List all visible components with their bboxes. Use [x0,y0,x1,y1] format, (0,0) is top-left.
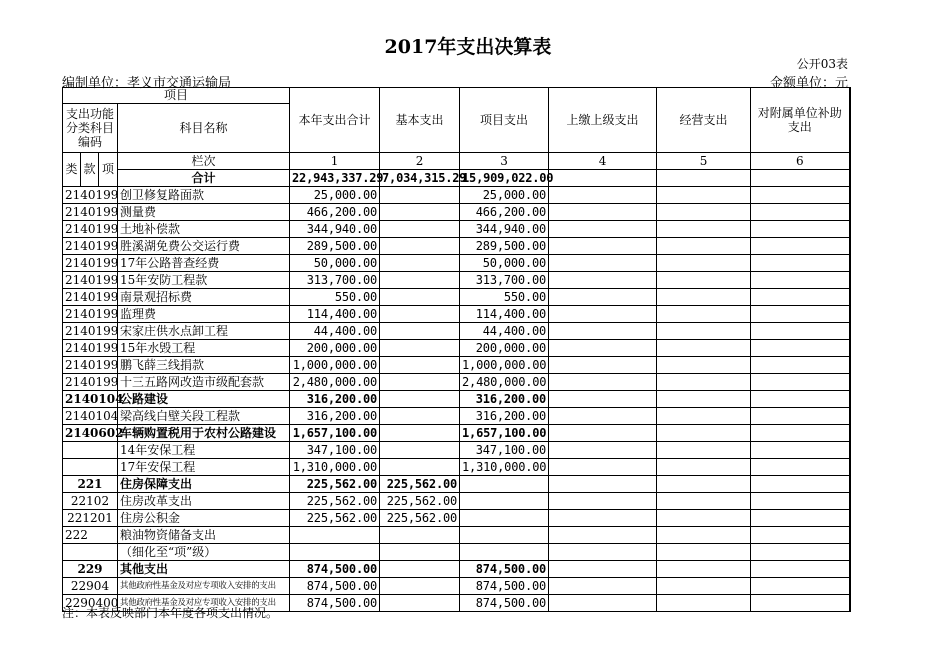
row-total: 25,000.00 [290,187,380,204]
col-num-5: 5 [657,153,751,170]
table-row [63,493,850,510]
col-num-1: 1 [290,153,380,170]
row-code [63,544,118,561]
row-upper [549,374,657,391]
header-func-code: 支出功能分类科目编码 [63,104,118,153]
row-code: 222 [63,527,118,544]
row-subject-name: 住房公积金 [118,510,290,527]
table-row [63,391,850,408]
row-subject-name: 15年水毁工程 [118,340,290,357]
row-basic: 225,562.00 [380,510,460,527]
row-basic [380,187,460,204]
row-project: 550.00 [460,289,549,306]
row-upper [549,340,657,357]
row-basic [380,527,460,544]
row-basic [380,238,460,255]
row-project [460,476,549,493]
row-subsidy [751,340,850,357]
row-total: 466,200.00 [290,204,380,221]
row-operation [657,442,751,459]
row-project: 874,500.00 [460,578,549,595]
row-basic [380,391,460,408]
row-code [63,459,118,476]
unit-label: 金额单位：元 [769,76,848,91]
header-row-lanci [63,153,850,170]
row-basic [380,255,460,272]
row-project [460,493,549,510]
row-operation [657,544,751,561]
row-total: 225,562.00 [290,510,380,527]
row-basic [380,561,460,578]
footnote: 注：本表反映部门本年度各项支出情况。 [62,606,279,620]
row-upper [549,578,657,595]
table-row [63,442,850,459]
row-basic: 225,562.00 [380,493,460,510]
row-basic [380,340,460,357]
table-row [63,204,850,221]
total-upper [549,170,657,187]
row-code: 2140199 [63,323,118,340]
row-operation [657,476,751,493]
row-operation [657,221,751,238]
row-subsidy [751,391,850,408]
row-subject-name: 粮油物资储备支出 [118,527,290,544]
row-operation [657,595,751,612]
row-total: 200,000.00 [290,340,380,357]
row-subject-name: 车辆购置税用于农村公路建设 [118,425,290,442]
table-row [63,476,850,493]
header-lanci: 栏次 [118,153,290,170]
row-subject-name: 住房改革支出 [118,493,290,510]
row-subsidy [751,578,850,595]
row-code: 22102 [63,493,118,510]
table-row [63,289,850,306]
row-operation [657,306,751,323]
header-total: 本年支出合计 [290,88,380,153]
row-code: 2290400 [63,595,118,612]
table-row [63,408,850,425]
row-basic [380,544,460,561]
row-upper [549,408,657,425]
row-total: 316,200.00 [290,391,380,408]
row-basic [380,204,460,221]
row-subsidy [751,527,850,544]
row-project: 874,500.00 [460,595,549,612]
row-code: 2140199 [63,306,118,323]
table-row [63,187,850,204]
row-project: 874,500.00 [460,561,549,578]
col-num-2: 2 [380,153,460,170]
row-basic [380,306,460,323]
row-project: 1,657,100.00 [460,425,549,442]
row-subsidy [751,255,850,272]
row-subject-name: 测量费 [118,204,290,221]
row-code: 2140199 [63,255,118,272]
row-subsidy [751,323,850,340]
table-row [63,578,850,595]
header-project: 项目 [63,88,290,104]
table-row [63,255,850,272]
header-xiang: 项 [99,153,118,187]
row-operation [657,408,751,425]
row-upper [549,442,657,459]
row-upper [549,510,657,527]
row-project: 2,480,000.00 [460,374,549,391]
col-num-6: 6 [751,153,850,170]
row-basic [380,357,460,374]
row-subject-name: 15年安防工程款 [118,272,290,289]
row-total [290,527,380,544]
row-upper [549,595,657,612]
col-num-4: 4 [549,153,657,170]
total-row [63,170,850,187]
header-basic: 基本支出 [380,88,460,153]
table-row [63,357,850,374]
row-code: 229 [63,561,118,578]
row-operation [657,425,751,442]
row-project: 1,000,000.00 [460,357,549,374]
row-code: 2140104 [63,391,118,408]
row-basic: 225,562.00 [380,476,460,493]
row-project: 200,000.00 [460,340,549,357]
row-basic [380,442,460,459]
row-operation [657,391,751,408]
row-subsidy [751,221,850,238]
table-row [63,306,850,323]
row-total: 1,310,000.00 [290,459,380,476]
row-subject-name: 住房保障支出 [118,476,290,493]
row-total: 874,500.00 [290,561,380,578]
total-basic: 7,034,315.29 [380,170,460,187]
row-basic [380,323,460,340]
table-row [63,561,850,578]
row-subsidy [751,510,850,527]
row-subject-name: 鹏飞薛三线捐款 [118,357,290,374]
row-total: 50,000.00 [290,255,380,272]
row-total: 313,700.00 [290,272,380,289]
table-row [63,272,850,289]
row-total: 344,940.00 [290,221,380,238]
row-subject-name: 14年安保工程 [118,442,290,459]
row-upper [549,306,657,323]
form-tag: 公开03表 [796,57,848,71]
row-upper [549,272,657,289]
row-subject-name: 南景观招标费 [118,289,290,306]
row-code: 2140199 [63,374,118,391]
row-subsidy [751,306,850,323]
row-total: 225,562.00 [290,476,380,493]
row-upper [549,425,657,442]
row-operation [657,340,751,357]
row-subject-name: 其他政府性基金及对应专项收入安排的支出 [118,578,290,595]
row-subject-name: 17年公路普查经费 [118,255,290,272]
row-subsidy [751,238,850,255]
row-code [63,442,118,459]
row-project [460,527,549,544]
row-operation [657,578,751,595]
table-row [63,323,850,340]
header-row-project [63,88,850,104]
header-lei: 类 [63,153,81,187]
row-subsidy [751,561,850,578]
row-total: 225,562.00 [290,493,380,510]
row-operation [657,374,751,391]
row-project [460,544,549,561]
total-sum: 22,943,337.29 [290,170,380,187]
row-code: 2140199 [63,221,118,238]
row-project: 114,400.00 [460,306,549,323]
row-subsidy [751,544,850,561]
row-code: 2140199 [63,187,118,204]
row-total: 316,200.00 [290,408,380,425]
row-subsidy [751,187,850,204]
row-operation [657,510,751,527]
row-upper [549,289,657,306]
row-subject-name: 监理费 [118,306,290,323]
row-upper [549,561,657,578]
row-basic [380,595,460,612]
row-subject-name: 创卫修复路面款 [118,187,290,204]
row-subsidy [751,289,850,306]
row-project [460,510,549,527]
row-upper [549,255,657,272]
header-subject-name: 科目名称 [118,104,290,153]
total-operation [657,170,751,187]
row-subject-name: 宋家庄供水点卸工程 [118,323,290,340]
row-code: 2140199 [63,238,118,255]
row-upper [549,544,657,561]
row-basic [380,289,460,306]
row-upper [549,476,657,493]
row-code: 221 [63,476,118,493]
row-operation [657,323,751,340]
row-subsidy [751,272,850,289]
row-project: 44,400.00 [460,323,549,340]
row-operation [657,493,751,510]
row-basic [380,272,460,289]
row-upper [549,204,657,221]
header-upper: 上缴上级支出 [549,88,657,153]
row-upper [549,187,657,204]
row-subsidy [751,204,850,221]
row-project: 1,310,000.00 [460,459,549,476]
row-subsidy [751,408,850,425]
row-subsidy [751,595,850,612]
row-code: 2140602 [63,425,118,442]
row-code: 2140199 [63,340,118,357]
row-subsidy [751,425,850,442]
row-subject-name: 公路建设 [118,391,290,408]
row-project: 466,200.00 [460,204,549,221]
row-operation [657,204,751,221]
row-total: 44,400.00 [290,323,380,340]
table-row [63,527,850,544]
header-subsidy: 对附属单位补助支出 [751,88,850,153]
table-row [63,238,850,255]
row-project: 25,000.00 [460,187,549,204]
row-code: 2140199 [63,204,118,221]
row-upper [549,527,657,544]
table-row [63,510,850,527]
report-title: 2017年支出决算表 [384,36,552,58]
row-upper [549,221,657,238]
row-total: 114,400.00 [290,306,380,323]
row-upper [549,493,657,510]
row-basic [380,578,460,595]
row-operation [657,255,751,272]
row-total: 347,100.00 [290,442,380,459]
row-total: 874,500.00 [290,578,380,595]
row-operation [657,459,751,476]
table-row [63,221,850,238]
row-code: 2140199 [63,357,118,374]
table-row [63,374,850,391]
row-basic [380,459,460,476]
row-basic [380,408,460,425]
total-subsidy [751,170,850,187]
row-project: 50,000.00 [460,255,549,272]
row-operation [657,561,751,578]
row-total: 2,480,000.00 [290,374,380,391]
header-project-exp: 项目支出 [460,88,549,153]
row-subsidy [751,476,850,493]
row-project: 316,200.00 [460,408,549,425]
row-upper [549,238,657,255]
row-subject-name: 胜溪湖免费公交运行费 [118,238,290,255]
row-code: 2140199 [63,272,118,289]
row-operation [657,289,751,306]
row-subject-name: 土地补偿款 [118,221,290,238]
row-total: 1,657,100.00 [290,425,380,442]
row-subject-name: 17年安保工程 [118,459,290,476]
row-project: 347,100.00 [460,442,549,459]
total-project: 15,909,022.00 [460,170,549,187]
row-upper [549,323,657,340]
row-subsidy [751,442,850,459]
table-row [63,425,850,442]
row-project: 313,700.00 [460,272,549,289]
row-subject-name: 其他支出 [118,561,290,578]
row-project: 316,200.00 [460,391,549,408]
org-label: 编制单位：孝义市交通运输局 [62,76,232,91]
row-operation [657,527,751,544]
row-operation [657,238,751,255]
row-subsidy [751,374,850,391]
col-num-3: 3 [460,153,549,170]
row-basic [380,221,460,238]
total-label: 合计 [118,170,290,187]
row-project: 344,940.00 [460,221,549,238]
row-upper [549,391,657,408]
row-operation [657,357,751,374]
row-basic [380,374,460,391]
header-kuan: 款 [81,153,99,187]
expenditure-table [62,87,851,612]
row-total: 1,000,000.00 [290,357,380,374]
row-subject-name: 梁高线白壁关段工程款 [118,408,290,425]
row-code: 2140199 [63,289,118,306]
row-total [290,544,380,561]
row-subsidy [751,357,850,374]
row-subject-name: 十三五路网改造市级配套款 [118,374,290,391]
row-operation [657,187,751,204]
row-upper [549,357,657,374]
row-subsidy [751,493,850,510]
row-subject-name: （细化至“项”级） [118,544,290,561]
row-total: 550.00 [290,289,380,306]
row-upper [549,459,657,476]
row-total: 874,500.00 [290,595,380,612]
row-project: 289,500.00 [460,238,549,255]
table-row [63,459,850,476]
row-code: 22904 [63,578,118,595]
table-row [63,544,850,561]
row-total: 289,500.00 [290,238,380,255]
row-code: 2140104 [63,408,118,425]
row-subject-name: 其他政府性基金及对应专项收入安排的支出 [118,595,290,612]
row-subsidy [751,459,850,476]
row-operation [657,272,751,289]
header-operation: 经营支出 [657,88,751,153]
row-code: 221201 [63,510,118,527]
table-row [63,340,850,357]
row-basic [380,425,460,442]
